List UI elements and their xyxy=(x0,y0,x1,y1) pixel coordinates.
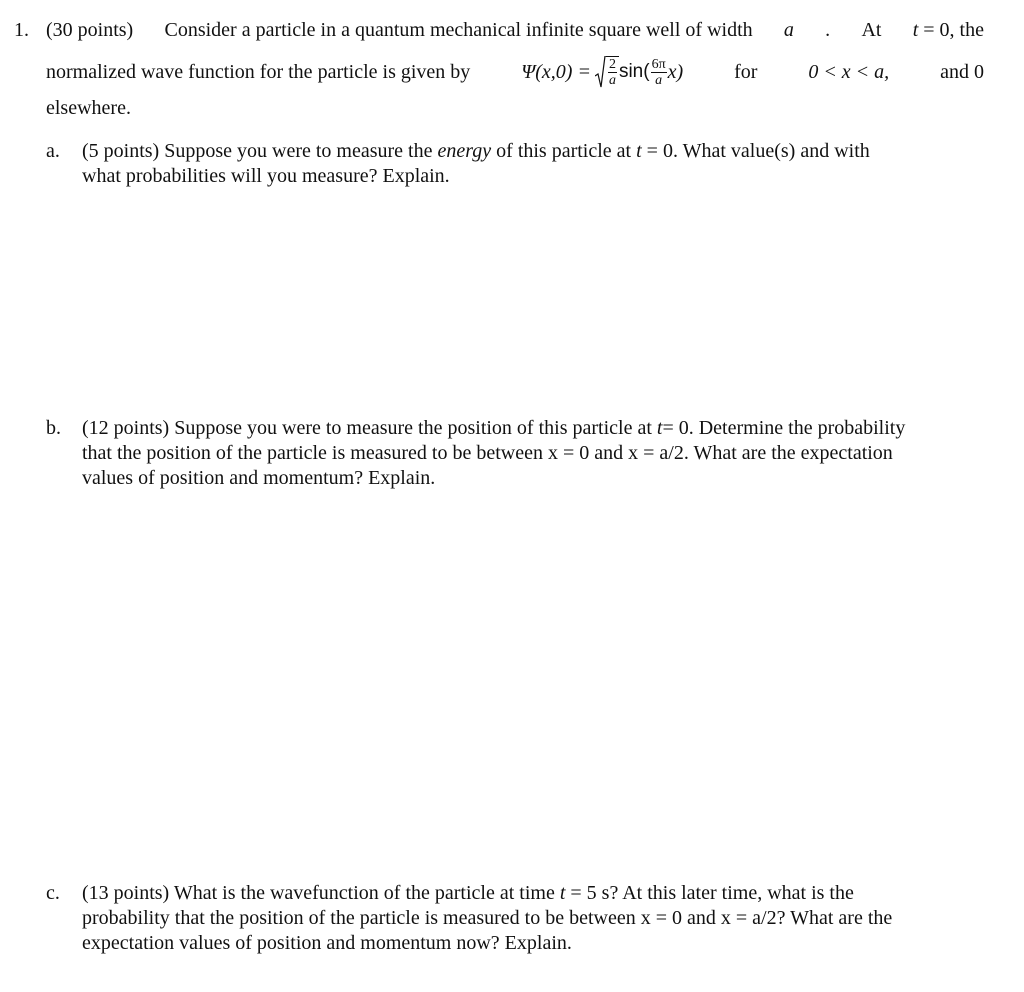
part-b-label: b. xyxy=(46,417,61,439)
psi-expression: Ψ(x,0) = xyxy=(521,61,591,83)
part-b-text-end: = 0. Determine the probability xyxy=(662,417,906,439)
domain-range: 0 < x < a, xyxy=(808,61,890,83)
problem-number: 1. xyxy=(14,19,29,41)
part-a-line-1 xyxy=(82,139,870,163)
radical-sign-icon xyxy=(595,56,606,88)
part-a-text-end: = 0. What value(s) and with xyxy=(646,140,870,162)
part-a-label: a. xyxy=(46,140,60,162)
sqrt-denominator: a xyxy=(608,73,616,88)
part-c-line-1 xyxy=(82,881,854,905)
part-a-text-post: of this particle at xyxy=(496,140,632,162)
sqrt-numerator: 2 xyxy=(608,57,616,72)
sin-function: sin( xyxy=(618,61,650,82)
width-variable: a xyxy=(783,19,794,41)
part-c-line-3: expectation values of position and momentum now? Explain. xyxy=(82,932,572,954)
time-zero-text: = 0, the xyxy=(923,19,984,41)
part-a-time-variable: t xyxy=(636,140,642,162)
at-word: At xyxy=(861,19,882,41)
sqrt-fraction xyxy=(608,57,617,88)
part-c-text-end: = 5 s? At this later time, what is the xyxy=(570,882,854,904)
for-word: for xyxy=(734,61,758,83)
argument-denominator: a xyxy=(655,72,663,88)
part-b-line-3: values of position and momentum? Explain. xyxy=(82,467,436,489)
problem-points: (30 points) xyxy=(46,19,134,41)
sqrt-radical xyxy=(595,56,619,88)
part-b-line-1 xyxy=(82,416,905,440)
problem-intro-line-1: (30 points) Consider a particle in a quantum mechanical infinite square well of width a . At t = 0, the xyxy=(46,19,984,41)
part-c-label: c. xyxy=(46,882,60,904)
intro-text-2: normalized wave function for the particle is given by xyxy=(46,61,471,83)
sin-closing: x) xyxy=(667,61,684,83)
part-c-time-variable: t xyxy=(559,882,566,904)
part-a-emphasis: energy xyxy=(437,140,492,162)
part-b-line-2: that the position of the particle is measured to be between x = 0 and x = a/2. What are the expectation xyxy=(82,442,893,464)
sin-argument-fraction xyxy=(651,57,667,88)
part-c-line-2: probability that the position of the particle is measured to be between x = 0 and x = a/2? What are the xyxy=(82,907,893,929)
problem-intro-line-3: elsewhere. xyxy=(46,97,131,119)
part-b-time-variable: t xyxy=(656,417,663,439)
intro-text-1: Consider a particle in a quantum mechanical infinite square well of width xyxy=(164,19,753,41)
problem-intro-line-2 xyxy=(46,56,984,88)
part-a-text-pre: (5 points) Suppose you were to measure the xyxy=(82,140,433,162)
time-variable: t xyxy=(912,19,919,41)
wave-function-equation xyxy=(521,56,683,88)
argument-numerator: 6π xyxy=(651,56,666,72)
part-c-text-pre: (13 points) What is the wavefunction of the particle at time xyxy=(82,882,555,904)
and-zero-text: and 0 xyxy=(940,61,984,83)
part-a-line-2: what probabilities will you measure? Explain. xyxy=(82,165,450,187)
part-b-text-pre: (12 points) Suppose you were to measure the position of this particle at xyxy=(82,417,652,439)
